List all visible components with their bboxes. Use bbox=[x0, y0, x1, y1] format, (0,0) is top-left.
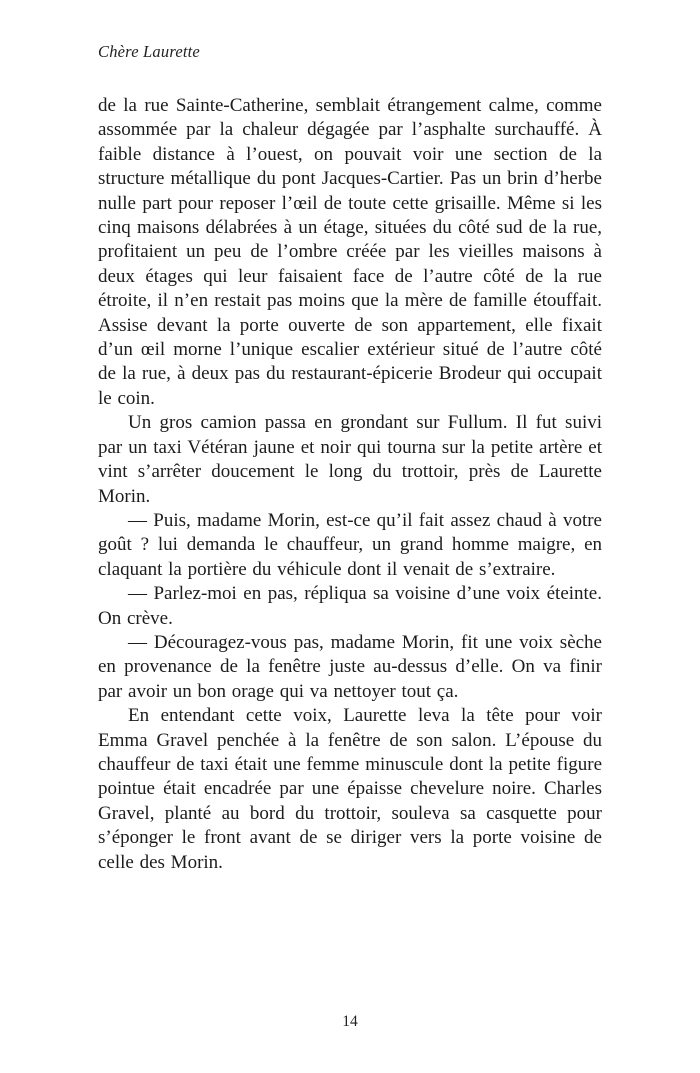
paragraph-dialogue: — Découragez-vous pas, madame Morin, fit une voix sèche en provenance de la fenêtre juste au-dessus d’elle. On va finir par avoir un bon orage qui va nettoyer tout ça. bbox=[98, 631, 602, 702]
paragraph-continuation: de la rue Sainte-Catherine, semblait étrangement calme, comme assommée par la chaleur dégagée par l’asphalte surchauffé. À faible distance à l’ouest, on pouvait voir une section de la structure métallique du pont Jacques-Cartier. Pas un brin d’herbe nulle part pour reposer l’œil de toute cette grisaille. Même si les cinq maisons délabrées à un étage, situées du côté sud de la rue, profitaient un peu de l’ombre créée par les vieilles maisons à deux étages qui leur faisaient face de l’autre côté de la rue étroite, il n’en restait pas moins que la mère de famille étouffait. Assise devant la porte ouverte de son appartement, elle fixait d’un œil morne l’unique escalier extérieur situé de l’autre côté de la rue, à deux pas du restaurant-épicerie Brodeur qui occupait le coin. bbox=[98, 95, 602, 409]
page-number: 14 bbox=[342, 1013, 358, 1030]
paragraph: Un gros camion passa en grondant sur Fullum. Il fut suivi par un taxi Vétéran jaune et noir qui tourna sur la petite artère et vint s’arrêter doucement le long du trottoir, près de Laurette Morin. bbox=[98, 412, 602, 507]
paragraph-dialogue: — Puis, madame Morin, est-ce qu’il fait assez chaud à votre goût ? lui demanda le chauffeur, un grand homme maigre, en claquant la portière du véhicule dont il venait de s’extraire. bbox=[98, 509, 602, 580]
page-body bbox=[98, 94, 602, 875]
paragraph-dialogue: — Parlez-moi en pas, répliqua sa voisine d’une voix éteinte. On crève. bbox=[98, 583, 602, 629]
running-header: Chère Laurette bbox=[98, 42, 200, 61]
paragraph: En entendant cette voix, Laurette leva la tête pour voir Emma Gravel penchée à la fenêtre de son salon. L’épouse du chauffeur de taxi était une femme minuscule dont la petite figure pointue était encadrée par une épaisse chevelure noire. Charles Gravel, planté au bord du trottoir, souleva sa casquette pour s’éponger le front avant de se diriger vers la porte voisine de celle des Morin. bbox=[98, 705, 602, 873]
